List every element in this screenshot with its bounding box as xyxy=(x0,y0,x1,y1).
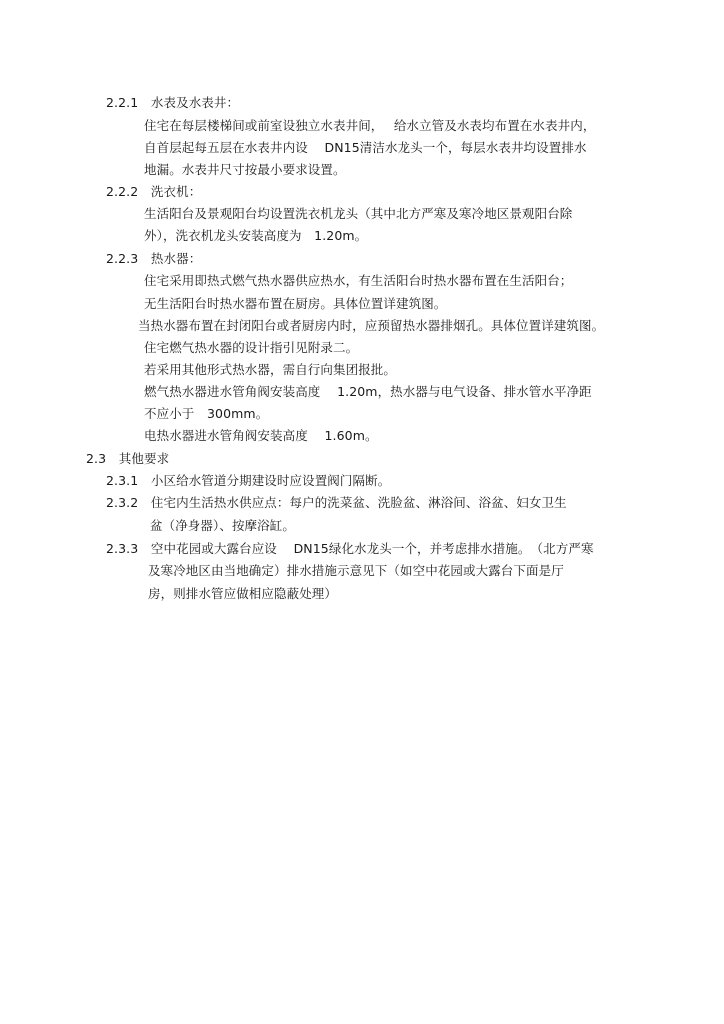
section-2-2-1-text: 地漏。水表井尺寸按最小要求设置。 xyxy=(144,162,346,177)
section-2-2-3-text: 无生活阳台时热水器布置在厨房。具体位置详建筑图。 xyxy=(144,296,447,311)
section-2-3-3-text: 房，则排水管应做相应隐蔽处理） xyxy=(148,586,338,601)
section-2-2-2-text: 外），洗衣机龙头安装高度为 1.20m。 xyxy=(144,228,368,243)
section-2-2-3-text: 不应小于 300mm。 xyxy=(144,406,269,421)
section-2-2-3-text: 住宅燃气热水器的设计指引见附录二。 xyxy=(144,340,359,355)
section-2-2-3-text: 当热水器布置在封闭阳台或者厨房内时，应预留热水器排烟孔。具体位置详建筑图。 xyxy=(138,318,605,333)
section-2-3-2-text: 盆（净身器）、按摩浴缸。 xyxy=(150,518,295,533)
section-2-3-3-text: 及寒冷地区由当地确定）排水措施示意见下（如空中花园或大露台下面是厅 xyxy=(148,563,564,578)
section-2-3-1-text: 2.3.1 小区给水管道分期建设时应设置阀门隔断。 xyxy=(106,473,391,488)
section-2-2-2-heading: 2.2.2 洗衣机： xyxy=(106,184,202,199)
section-2-2-1-text: 自首层起每五层在水表井内设 DN15清洁水龙头一个，每层水表井均设置排水 xyxy=(144,140,587,155)
section-2-2-3-text: 电热水器进水管角阀安装高度 1.60m。 xyxy=(144,428,378,443)
section-2-3-3-text: 2.3.3 空中花园或大露台应设 DN15绿化水龙头一个，并考虑排水措施。 （北方严寒 xyxy=(106,541,594,556)
section-2-2-3-text: 燃气热水器进水管角阀安装高度 1.20m，热水器与电气设备、排水管水平净距 xyxy=(144,384,592,399)
section-2-2-1-heading: 2.2.1 水表及水表井： xyxy=(106,95,240,110)
section-2-3-2-text: 2.3.2 住宅内生活热水供应点：每户的洗菜盆、洗脸盆、淋浴间、浴盆、妇女卫生 xyxy=(106,495,567,510)
section-2-2-3-text: 若采用其他形式热水器，需自行向集团报批。 xyxy=(144,362,397,377)
section-2-2-3-text: 住宅采用即热式燃气热水器供应热水，有生活阳台时热水器布置在生活阳台； xyxy=(144,273,573,288)
section-2-3-heading: 2.3 其他要求 xyxy=(86,451,170,466)
section-2-2-1-text: 住宅在每层楼梯间或前室设独立水表井间， 给水立管及水表均布置在水表井内， xyxy=(144,118,596,133)
section-2-2-2-text: 生活阳台及景观阳台均设置洗衣机龙头（其中北方严寒及寒冷地区景观阳台除 xyxy=(144,206,573,221)
section-2-2-3-heading: 2.2.3 热水器： xyxy=(106,251,202,266)
